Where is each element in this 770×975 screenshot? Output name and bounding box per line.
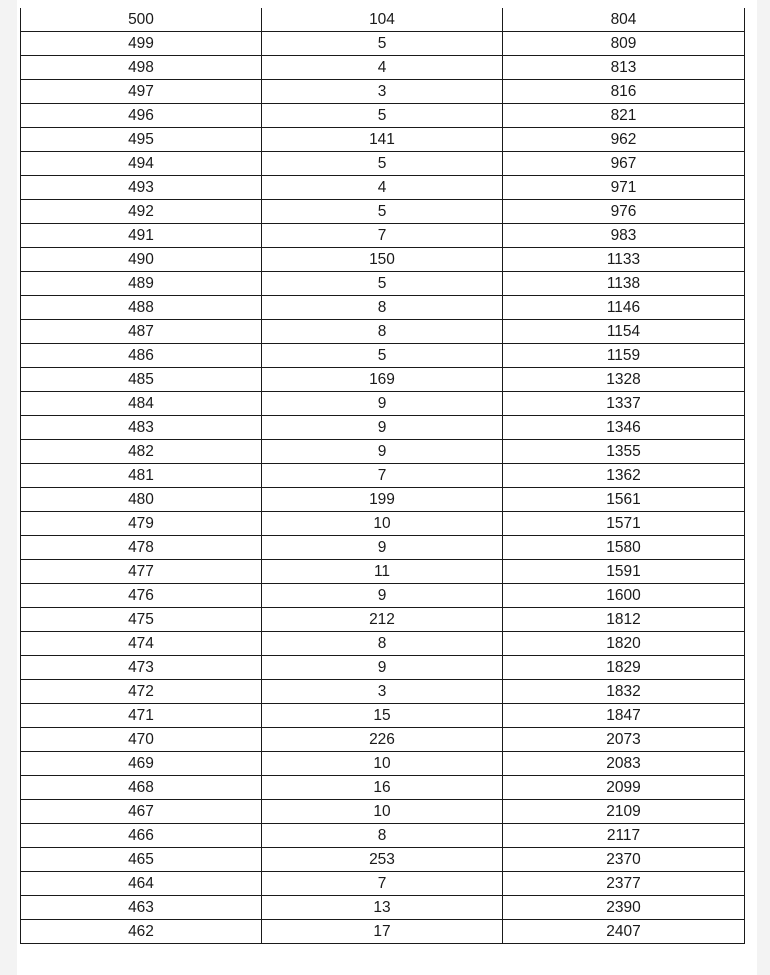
count-cell: 17 xyxy=(262,920,503,944)
table-row xyxy=(21,920,745,944)
count-cell: 5 xyxy=(262,152,503,176)
score-cell: 478 xyxy=(21,536,262,560)
score-cell: 473 xyxy=(21,656,262,680)
table-row xyxy=(21,80,745,104)
count-cell: 8 xyxy=(262,320,503,344)
score-cell: 492 xyxy=(21,200,262,224)
table-row xyxy=(21,752,745,776)
table-row xyxy=(21,224,745,248)
table-row xyxy=(21,872,745,896)
count-cell: 5 xyxy=(262,344,503,368)
table-row xyxy=(21,824,745,848)
cumulative-cell: 1346 xyxy=(503,416,745,440)
count-cell: 3 xyxy=(262,680,503,704)
cumulative-cell: 1355 xyxy=(503,440,745,464)
table-row xyxy=(21,8,745,32)
table-row xyxy=(21,392,745,416)
cumulative-cell: 1591 xyxy=(503,560,745,584)
count-cell: 5 xyxy=(262,104,503,128)
table-row xyxy=(21,488,745,512)
count-cell: 10 xyxy=(262,512,503,536)
count-cell: 253 xyxy=(262,848,503,872)
table-row xyxy=(21,536,745,560)
table-row xyxy=(21,56,745,80)
score-cell: 482 xyxy=(21,440,262,464)
count-cell: 5 xyxy=(262,32,503,56)
document-page xyxy=(17,0,757,975)
cumulative-cell: 1138 xyxy=(503,272,745,296)
table-row xyxy=(21,152,745,176)
table-row xyxy=(21,32,745,56)
cumulative-cell: 816 xyxy=(503,80,745,104)
table-row xyxy=(21,584,745,608)
count-cell: 9 xyxy=(262,392,503,416)
count-cell: 8 xyxy=(262,824,503,848)
cumulative-cell: 804 xyxy=(503,8,745,32)
count-cell: 8 xyxy=(262,296,503,320)
count-cell: 150 xyxy=(262,248,503,272)
table-row xyxy=(21,176,745,200)
table-row xyxy=(21,560,745,584)
table-row xyxy=(21,344,745,368)
cumulative-cell: 2083 xyxy=(503,752,745,776)
table-row xyxy=(21,656,745,680)
cumulative-cell: 1600 xyxy=(503,584,745,608)
cumulative-cell: 1146 xyxy=(503,296,745,320)
table-row xyxy=(21,440,745,464)
score-cell: 493 xyxy=(21,176,262,200)
count-cell: 9 xyxy=(262,440,503,464)
table-container xyxy=(20,8,744,944)
score-cell: 488 xyxy=(21,296,262,320)
cumulative-cell: 1561 xyxy=(503,488,745,512)
table-row xyxy=(21,272,745,296)
table-row xyxy=(21,632,745,656)
score-cell: 499 xyxy=(21,32,262,56)
score-cell: 471 xyxy=(21,704,262,728)
cumulative-cell: 2073 xyxy=(503,728,745,752)
score-cell: 481 xyxy=(21,464,262,488)
score-cell: 477 xyxy=(21,560,262,584)
cumulative-cell: 1133 xyxy=(503,248,745,272)
count-cell: 9 xyxy=(262,656,503,680)
table-row xyxy=(21,320,745,344)
cumulative-cell: 2370 xyxy=(503,848,745,872)
count-cell: 13 xyxy=(262,896,503,920)
count-cell: 7 xyxy=(262,224,503,248)
table-row xyxy=(21,728,745,752)
score-cell: 491 xyxy=(21,224,262,248)
cumulative-cell: 962 xyxy=(503,128,745,152)
score-cell: 496 xyxy=(21,104,262,128)
cumulative-cell: 971 xyxy=(503,176,745,200)
cumulative-cell: 1571 xyxy=(503,512,745,536)
score-cell: 479 xyxy=(21,512,262,536)
table-body xyxy=(21,8,745,944)
count-cell: 11 xyxy=(262,560,503,584)
score-cell: 483 xyxy=(21,416,262,440)
table-row xyxy=(21,248,745,272)
table-row xyxy=(21,512,745,536)
cumulative-cell: 1337 xyxy=(503,392,745,416)
score-cell: 476 xyxy=(21,584,262,608)
score-cell: 490 xyxy=(21,248,262,272)
count-cell: 7 xyxy=(262,464,503,488)
cumulative-cell: 976 xyxy=(503,200,745,224)
score-cell: 495 xyxy=(21,128,262,152)
table-row xyxy=(21,104,745,128)
count-cell: 199 xyxy=(262,488,503,512)
count-cell: 5 xyxy=(262,200,503,224)
score-cell: 464 xyxy=(21,872,262,896)
score-cell: 467 xyxy=(21,800,262,824)
count-cell: 4 xyxy=(262,56,503,80)
table-row xyxy=(21,848,745,872)
score-cell: 466 xyxy=(21,824,262,848)
score-cell: 463 xyxy=(21,896,262,920)
score-cell: 475 xyxy=(21,608,262,632)
count-cell: 8 xyxy=(262,632,503,656)
count-cell: 5 xyxy=(262,272,503,296)
cumulative-cell: 2377 xyxy=(503,872,745,896)
score-table xyxy=(20,8,745,944)
cumulative-cell: 813 xyxy=(503,56,745,80)
count-cell: 226 xyxy=(262,728,503,752)
score-cell: 497 xyxy=(21,80,262,104)
count-cell: 15 xyxy=(262,704,503,728)
count-cell: 9 xyxy=(262,536,503,560)
table-row xyxy=(21,680,745,704)
score-cell: 487 xyxy=(21,320,262,344)
count-cell: 16 xyxy=(262,776,503,800)
cumulative-cell: 983 xyxy=(503,224,745,248)
cumulative-cell: 1847 xyxy=(503,704,745,728)
cumulative-cell: 1159 xyxy=(503,344,745,368)
cumulative-cell: 2109 xyxy=(503,800,745,824)
score-cell: 498 xyxy=(21,56,262,80)
cumulative-cell: 1154 xyxy=(503,320,745,344)
count-cell: 9 xyxy=(262,584,503,608)
cumulative-cell: 2117 xyxy=(503,824,745,848)
table-row xyxy=(21,704,745,728)
table-row xyxy=(21,368,745,392)
table-row xyxy=(21,776,745,800)
count-cell: 4 xyxy=(262,176,503,200)
score-cell: 462 xyxy=(21,920,262,944)
count-cell: 7 xyxy=(262,872,503,896)
cumulative-cell: 2099 xyxy=(503,776,745,800)
score-cell: 468 xyxy=(21,776,262,800)
score-cell: 470 xyxy=(21,728,262,752)
count-cell: 10 xyxy=(262,800,503,824)
count-cell: 104 xyxy=(262,8,503,32)
cumulative-cell: 1362 xyxy=(503,464,745,488)
table-row xyxy=(21,464,745,488)
score-cell: 480 xyxy=(21,488,262,512)
count-cell: 3 xyxy=(262,80,503,104)
score-cell: 484 xyxy=(21,392,262,416)
score-cell: 486 xyxy=(21,344,262,368)
table-row xyxy=(21,200,745,224)
count-cell: 9 xyxy=(262,416,503,440)
score-cell: 485 xyxy=(21,368,262,392)
score-cell: 494 xyxy=(21,152,262,176)
count-cell: 169 xyxy=(262,368,503,392)
score-cell: 500 xyxy=(21,8,262,32)
score-cell: 469 xyxy=(21,752,262,776)
score-cell: 472 xyxy=(21,680,262,704)
cumulative-cell: 1580 xyxy=(503,536,745,560)
table-row xyxy=(21,896,745,920)
cumulative-cell: 1812 xyxy=(503,608,745,632)
cumulative-cell: 1832 xyxy=(503,680,745,704)
cumulative-cell: 1820 xyxy=(503,632,745,656)
table-row xyxy=(21,608,745,632)
cumulative-cell: 1328 xyxy=(503,368,745,392)
cumulative-cell: 2407 xyxy=(503,920,745,944)
cumulative-cell: 967 xyxy=(503,152,745,176)
score-cell: 474 xyxy=(21,632,262,656)
cumulative-cell: 809 xyxy=(503,32,745,56)
score-cell: 489 xyxy=(21,272,262,296)
table-row xyxy=(21,800,745,824)
table-row xyxy=(21,128,745,152)
cumulative-cell: 1829 xyxy=(503,656,745,680)
count-cell: 10 xyxy=(262,752,503,776)
score-cell: 465 xyxy=(21,848,262,872)
cumulative-cell: 821 xyxy=(503,104,745,128)
count-cell: 212 xyxy=(262,608,503,632)
cumulative-cell: 2390 xyxy=(503,896,745,920)
table-row xyxy=(21,416,745,440)
count-cell: 141 xyxy=(262,128,503,152)
table-row xyxy=(21,296,745,320)
